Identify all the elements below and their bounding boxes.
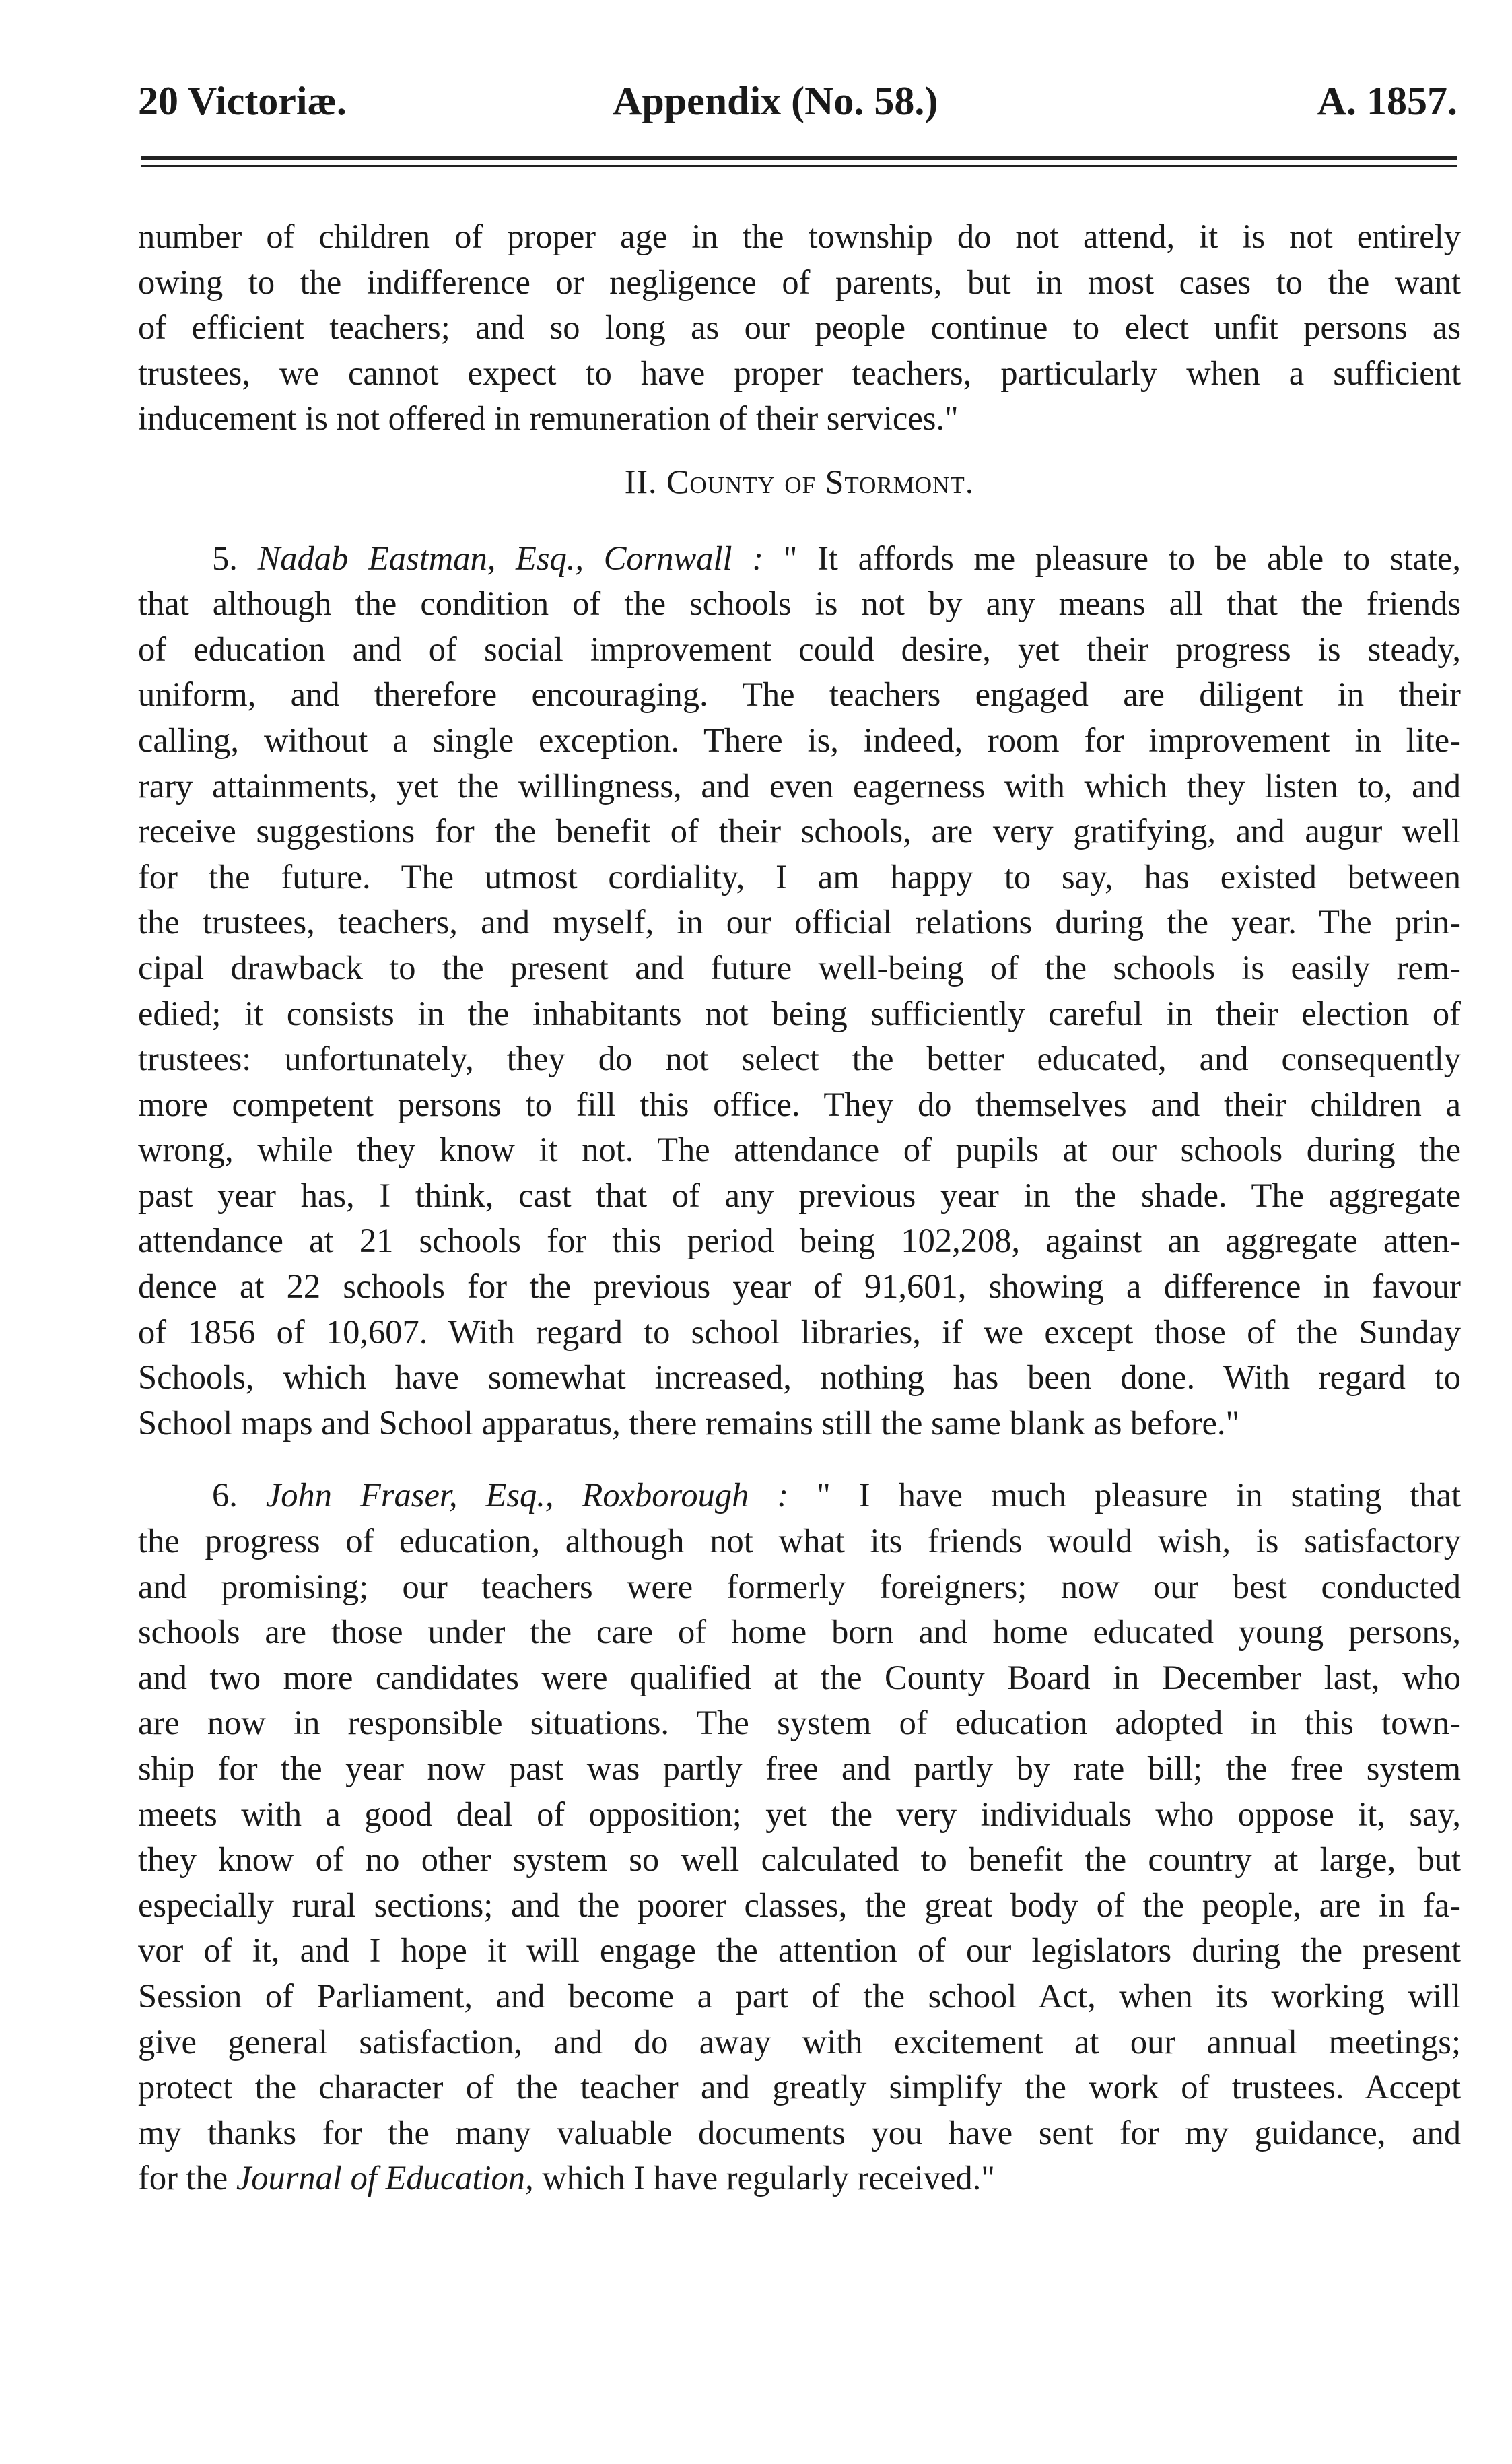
section-title: County of Stormont. — [666, 462, 975, 500]
section-numeral: II. — [624, 462, 658, 500]
text-line: Session of Parliament, and become a part of the school Act, when its working will — [138, 1976, 1461, 2015]
header-session: 20 Victoriæ. — [138, 79, 347, 123]
paragraph-5 — [138, 536, 1461, 1446]
paragraph-number: 5. — [212, 539, 238, 577]
text-line: that although the condition of the schools is not by any means all that the friends — [138, 585, 1461, 623]
text-line: trustees, we cannot expect to have proper teachers, particularly when a sufficient — [138, 354, 1461, 392]
correspondent-name: John Fraser, Esq., Roxborough : — [265, 1476, 789, 1514]
header-rule-thin — [141, 165, 1457, 167]
section-heading — [138, 459, 1461, 505]
text-line: schools are those under the care of home born and home educated young persons, — [138, 1613, 1461, 1651]
header-year: A. 1857. — [1317, 79, 1457, 123]
text-line: protect the character of the teacher and greatly simplify the work of trustees. Accept — [138, 2068, 1461, 2106]
text-line: inducement is not offered in remuneration of their services." — [138, 399, 959, 438]
text-line: my thanks for the many valuable documents you have sent for my guidance, and — [138, 2113, 1461, 2152]
text-line: Schools, which have somewhat increased, nothing has been done. With regard to — [138, 1358, 1461, 1397]
text-line: edied; it consists in the inhabitants not being sufficiently careful in their election of — [138, 994, 1461, 1032]
text-line: more competent persons to fill this office. They do themselves and their children a — [138, 1085, 1461, 1123]
paragraph-number: 6. — [212, 1476, 238, 1514]
header-rule-thick — [141, 156, 1457, 160]
text-line: the trustees, teachers, and myself, in our official relations during the year. The prin- — [138, 903, 1461, 941]
paragraph-first-line — [138, 1473, 1461, 1519]
header-appendix: Appendix (No. 58.) — [613, 79, 938, 123]
text-line: and two more candidates were qualified at the County Board in December last, who — [138, 1658, 1461, 1696]
correspondent-name: Nadab Eastman, Esq., Cornwall : — [257, 539, 764, 577]
paragraph-first-line — [138, 536, 1461, 582]
body-text — [138, 214, 1461, 2201]
text-line: vor of it, and I hope it will engage the attention of our legislators during the present — [138, 1931, 1461, 1970]
text-line: of 1856 of 10,607. With regard to school libraries, if we except those of the Sunday — [138, 1312, 1461, 1351]
text-line: owing to the indifference or negligence of parents, but in most cases to the want — [138, 263, 1461, 301]
paragraph-6 — [138, 1473, 1461, 2201]
paragraph-spacer — [138, 1446, 1461, 1473]
text-line: number of children of proper age in the township do not attend, it is not entirely — [138, 218, 1461, 255]
text-line: cipal drawback to the present and future well-being of the schools is easily rem- — [138, 948, 1461, 987]
intro-paragraph — [138, 214, 1461, 442]
text-line: meets with a good deal of opposition; yet the very individuals who oppose it, say, — [138, 1795, 1461, 1833]
text-segment: " I have much pleasure in stating that — [817, 1476, 1461, 1514]
text-line: ship for the year now past was partly free and partly by rate bill; the free system — [138, 1750, 1461, 1787]
paragraph-last-line — [138, 2156, 1461, 2201]
text-line: dence at 22 schools for the previous year of 91,601, showing a difference in favour — [138, 1267, 1461, 1306]
text-line: rary attainments, yet the willingness, and even eagerness with which they listen to, and — [138, 766, 1461, 805]
text-line: uniform, and therefore encouraging. The teachers engaged are diligent in their — [138, 675, 1461, 714]
text-line: they know of no other system so well calculated to benefit the country at large, but — [138, 1840, 1461, 1879]
text-line: are now in responsible situations. The system of education adopted in this town- — [138, 1704, 1461, 1742]
text-line: of efficient teachers; and so long as our people continue to elect unfit persons as — [138, 308, 1461, 347]
text-line: School maps and School apparatus, there remains still the same blank as before." — [138, 1403, 1240, 1442]
text-line: wrong, while they know it not. The attendance of pupils at our schools during the — [138, 1131, 1461, 1169]
text-line: for the future. The utmost cordiality, I am happy to say, has existed between — [138, 857, 1461, 896]
text-line: the progress of education, although not what its friends would wish, is satisfactory — [138, 1522, 1461, 1560]
running-header — [138, 74, 1457, 128]
text-line: receive suggestions for the benefit of their schools, are very gratifying, and augur well — [138, 812, 1461, 851]
text-line: past year has, I think, cast that of any previous year in the shade. The aggregate — [138, 1176, 1461, 1214]
journal-title: Journal of Education, — [236, 2159, 534, 2197]
text-line: give general satisfaction, and do away with excitement at our annual meetings; — [138, 2022, 1461, 2061]
text-line: especially rural sections; and the poorer classes, the great body of the people, are in fa- — [138, 1886, 1461, 1924]
text-segment: for the — [138, 2159, 228, 2197]
text-segment: " It affords me pleasure to be able to state, — [783, 539, 1461, 577]
text-line: attendance at 21 schools for this period being 102,208, against an aggregate atten- — [138, 1222, 1461, 1260]
text-line: calling, without a single exception. There is, indeed, room for improvement in lite- — [138, 721, 1461, 759]
text-line: trustees: unfortunately, they do not select the better educated, and consequently — [138, 1040, 1461, 1078]
text-line: of education and of social improvement could desire, yet their progress is steady, — [138, 630, 1461, 668]
text-segment: which I have regularly received." — [542, 2159, 995, 2197]
text-line: and promising; our teachers were formerly foreigners; now our best conducted — [138, 1567, 1461, 1605]
